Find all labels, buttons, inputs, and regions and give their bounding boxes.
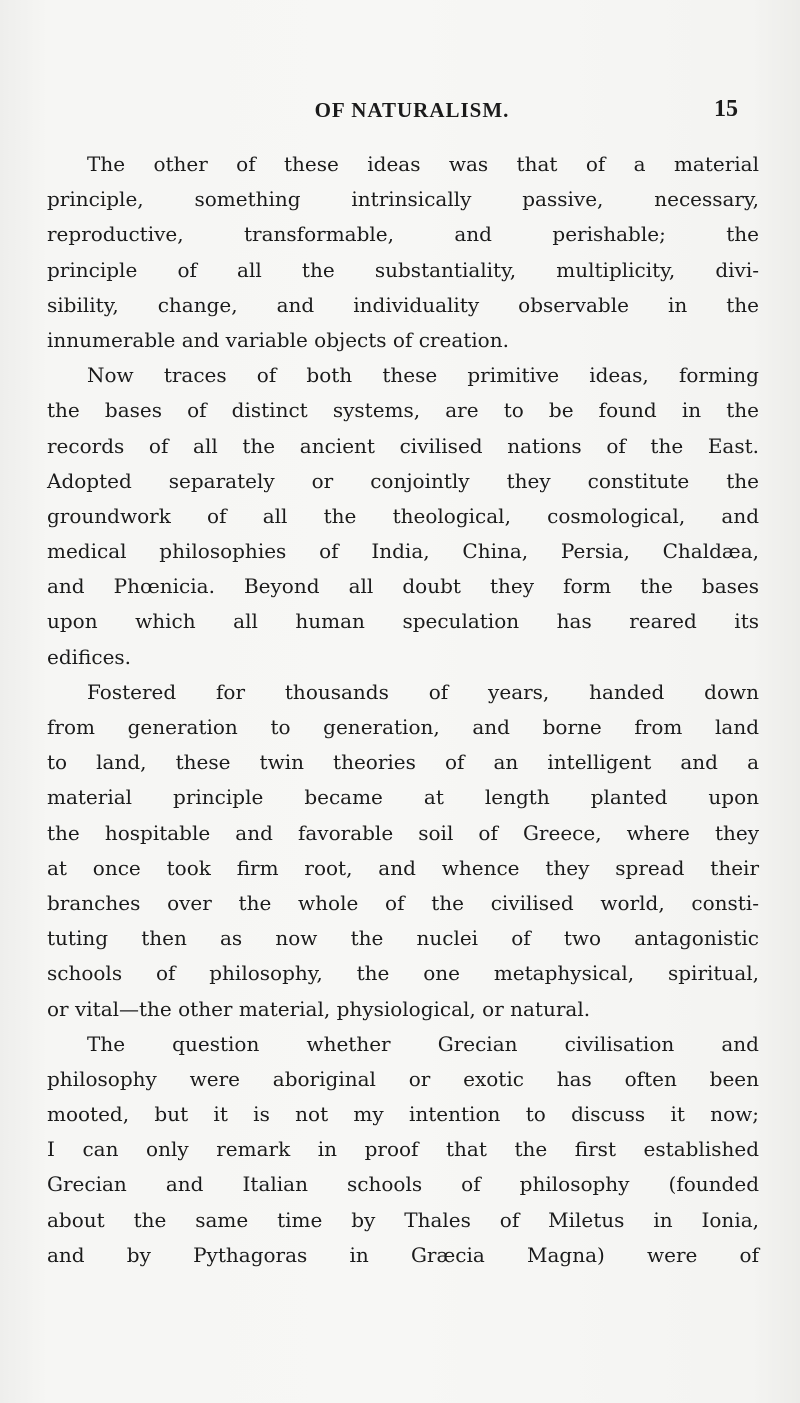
text-line: and by Pythagoras in Græcia Magna) were of <box>47 1242 759 1267</box>
text-line: material principle became at length planted upon <box>47 785 759 810</box>
text-line: principle, something intrinsically passive, necessary, <box>47 187 759 212</box>
text-line: and Phœnicia. Beyond all doubt they form the bases <box>47 574 759 599</box>
text-line: I can only remark in proof that the first established <box>47 1137 759 1162</box>
text-line: from generation to generation, and borne from land <box>47 715 759 739</box>
text-line: The other of these ideas was that of a material <box>87 152 759 176</box>
text-line: branches over the whole of the civilised world, consti- <box>47 890 759 915</box>
text-line: records of all the ancient civilised nations of the East. <box>47 433 759 458</box>
text-line: The question whether Grecian civilisation and <box>87 1031 759 1056</box>
text-line: philosophy were aboriginal or exotic has often been <box>47 1066 759 1091</box>
text-line: reproductive, transformable, and perishable; the <box>47 222 759 247</box>
text-line: Grecian and Italian schools of philosophy (founded <box>47 1172 759 1197</box>
text-line: groundwork of all the theological, cosmological, and <box>47 503 759 528</box>
text-line: schools of philosophy, the one metaphysical, spiritual, <box>47 961 759 986</box>
text-line: upon which all human speculation has reared its <box>47 609 759 634</box>
text-line: Fostered for thousands of years, handed down <box>87 679 759 704</box>
page-number: 15 <box>714 96 738 122</box>
text-line: edifices. <box>47 644 132 669</box>
text-line: at once took firm root, and whence they spread their <box>47 855 759 880</box>
text-line: the hospitable and favorable soil of Greece, where they <box>47 820 759 845</box>
text-line: or vital—the other material, physiological, or natural. <box>47 996 591 1021</box>
text-line: medical philosophies of India, China, Persia, Chaldæa, <box>47 539 759 564</box>
text-line: principle of all the substantiality, multiplicity, divi- <box>47 257 759 282</box>
running-head <box>0 98 800 138</box>
running-title: OF NATURALISM. <box>314 98 510 122</box>
body-text <box>47 147 759 1273</box>
text-line: tuting then as now the nuclei of two antagonistic <box>47 926 759 951</box>
text-line: Now traces of both these primitive ideas, forming <box>87 363 759 388</box>
text-line: innumerable and variable objects of creation. <box>47 327 509 352</box>
text-line: sibility, change, and individuality observable in the <box>47 292 759 317</box>
text-line: to land, these twin theories of an intelligent and a <box>47 750 759 775</box>
text-line: about the same time by Thales of Miletus in Ionia, <box>47 1207 759 1232</box>
text-line: mooted, but it is not my intention to discuss it now; <box>47 1102 759 1127</box>
text-line: Adopted separately or conjointly they constitute the <box>47 468 759 493</box>
text-line: the bases of distinct systems, are to be found in the <box>47 398 759 423</box>
